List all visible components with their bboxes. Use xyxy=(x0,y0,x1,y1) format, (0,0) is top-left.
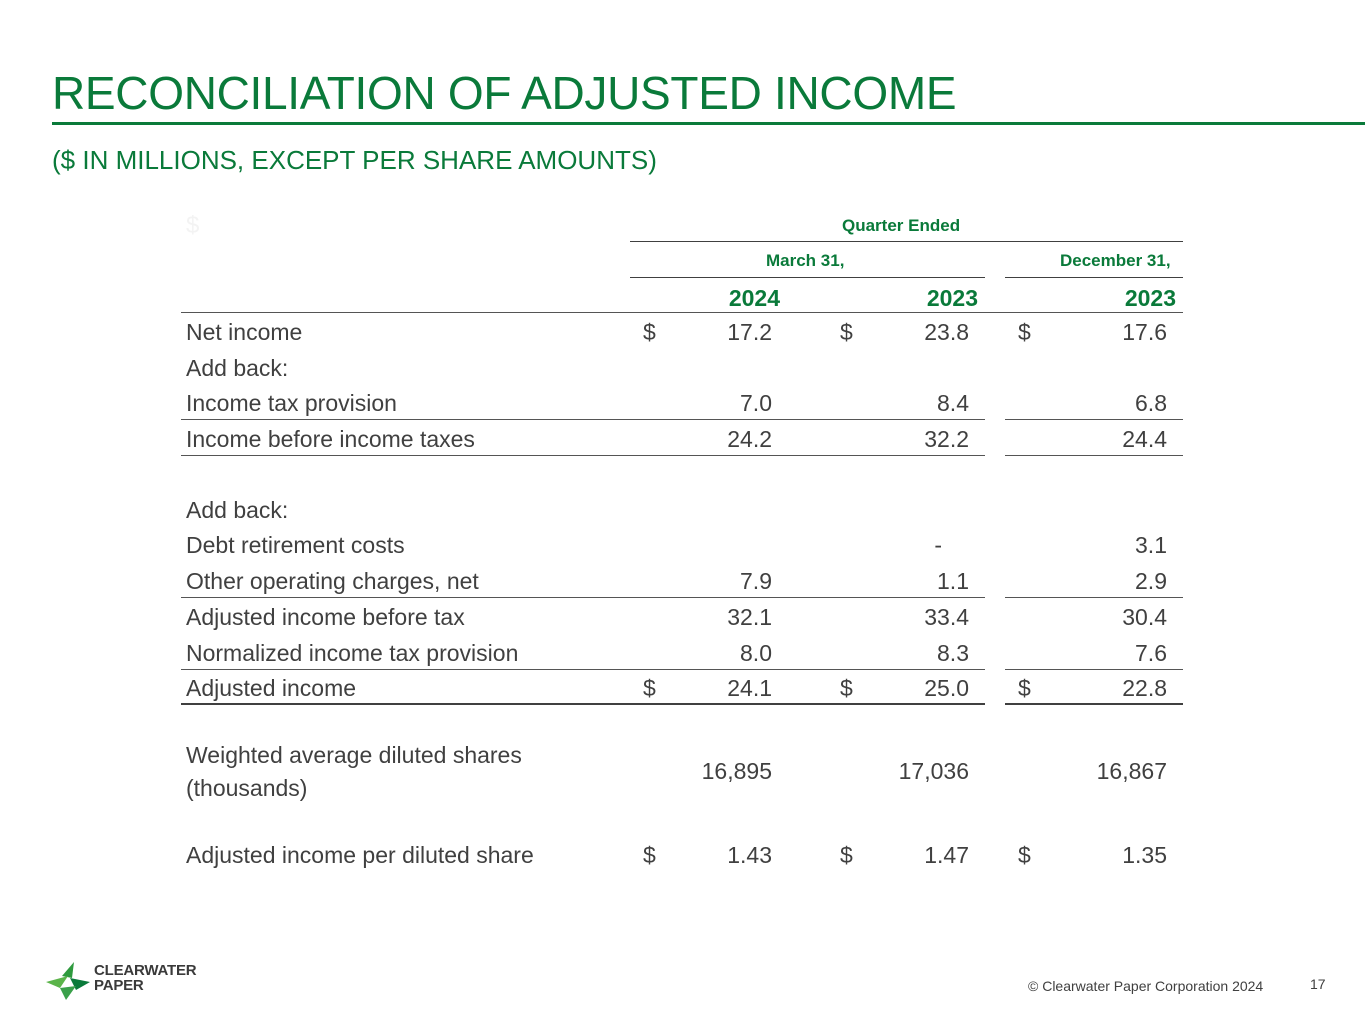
header-year-2023-march: 2023 xyxy=(926,285,978,311)
dollar-sign: $ xyxy=(1018,319,1031,345)
cell-value: 32.1 xyxy=(727,604,772,630)
dollar-sign: $ xyxy=(1018,842,1031,868)
subtotal-rule xyxy=(1005,669,1183,670)
dollar-sign: $ xyxy=(643,842,656,868)
subtotal-rule xyxy=(181,597,985,598)
cell-value: 16,895 xyxy=(701,758,772,784)
row-label-adjusted-income-before-tax: Adjusted income before tax xyxy=(186,604,465,630)
faint-dollar-mark: $ xyxy=(186,212,200,239)
subtotal-rule xyxy=(1005,597,1183,598)
cell-value: 1.35 xyxy=(1122,842,1167,868)
cell-value: 24.4 xyxy=(1122,426,1167,452)
row-label-income-tax-provision: Income tax provision xyxy=(186,390,397,416)
cell-value: 1.43 xyxy=(727,842,772,868)
cell-value: 3.1 xyxy=(1135,532,1167,558)
dollar-sign: $ xyxy=(840,319,853,345)
cell-value: 8.3 xyxy=(937,640,969,666)
page-title: RECONCILIATION OF ADJUSTED INCOME xyxy=(52,67,957,119)
total-rule xyxy=(181,455,985,456)
double-total-rule xyxy=(181,703,985,705)
subtotal-rule xyxy=(181,669,985,670)
cell-value: 24.1 xyxy=(727,675,772,701)
header-december: December 31, xyxy=(1060,251,1171,270)
header-rule-quarter xyxy=(630,241,1183,242)
cell-value: 17.2 xyxy=(727,319,772,345)
header-march: March 31, xyxy=(766,251,845,270)
cell-value: 1.1 xyxy=(937,568,969,594)
row-label-normalized-tax: Normalized income tax provision xyxy=(186,640,519,666)
logo-line-2: PAPER xyxy=(94,977,144,994)
subtotal-rule xyxy=(1005,419,1183,420)
cell-value: 7.6 xyxy=(1135,640,1167,666)
row-label-adjusted-income: Adjusted income xyxy=(186,675,357,701)
row-label-add-back: Add back: xyxy=(186,355,289,381)
cell-value: 30.4 xyxy=(1122,604,1167,630)
dollar-sign: $ xyxy=(840,842,853,868)
dollar-sign: $ xyxy=(643,675,656,701)
leaf-mark-icon xyxy=(46,960,92,1004)
cell-value: 8.0 xyxy=(740,640,772,666)
cell-value: 7.0 xyxy=(740,390,772,416)
dollar-sign: $ xyxy=(1018,675,1031,701)
cell-value: 25.0 xyxy=(924,675,969,701)
page-subtitle: ($ IN MILLIONS, EXCEPT PER SHARE AMOUNTS) xyxy=(52,145,657,175)
row-label-net-income: Net income xyxy=(186,319,303,345)
header-quarter-ended: Quarter Ended xyxy=(842,216,961,235)
cell-value: 17.6 xyxy=(1122,319,1167,345)
cell-value: 2.9 xyxy=(1135,568,1167,594)
cell-value: 7.9 xyxy=(740,568,772,594)
row-label-weighted-shares-unit: (thousands) xyxy=(186,775,308,801)
clearwater-paper-logo xyxy=(46,960,206,1004)
row-label-per-share: Adjusted income per diluted share xyxy=(186,842,534,868)
cell-value: 6.8 xyxy=(1135,390,1167,416)
logo-wordmark xyxy=(94,963,196,993)
cell-value: 33.4 xyxy=(924,604,969,630)
row-label-income-before-taxes: Income before income taxes xyxy=(186,426,475,452)
dollar-sign: $ xyxy=(643,319,656,345)
subtotal-rule xyxy=(181,419,985,420)
header-rule-march xyxy=(630,277,985,278)
header-year-2024: 2024 xyxy=(728,285,780,311)
cell-value: 16,867 xyxy=(1096,758,1167,784)
cell-value: 23.8 xyxy=(924,319,969,345)
row-label-other-operating: Other operating charges, net xyxy=(186,568,479,594)
cell-value: 17,036 xyxy=(898,758,969,784)
header-bottom-rule xyxy=(181,312,1183,313)
cell-value: 1.47 xyxy=(924,842,969,868)
cell-value: 8.4 xyxy=(937,390,969,416)
header-year-2023-december: 2023 xyxy=(1124,285,1176,311)
copyright-notice: © Clearwater Paper Corporation 2024 xyxy=(1028,978,1264,994)
cell-value: 22.8 xyxy=(1122,675,1167,701)
page-number: 17 xyxy=(1310,976,1326,992)
cell-value: - xyxy=(934,532,942,558)
total-rule xyxy=(1005,455,1183,456)
row-label-debt-retirement: Debt retirement costs xyxy=(186,532,405,558)
dollar-sign: $ xyxy=(840,675,853,701)
row-label-weighted-shares: Weighted average diluted shares xyxy=(186,742,522,768)
cell-value: 24.2 xyxy=(727,426,772,452)
logo-line-1: CLEARWATER xyxy=(94,962,197,979)
row-label-add-back: Add back: xyxy=(186,497,289,523)
cell-value: 32.2 xyxy=(924,426,969,452)
double-total-rule xyxy=(1005,703,1183,705)
header-rule-december xyxy=(1005,277,1183,278)
